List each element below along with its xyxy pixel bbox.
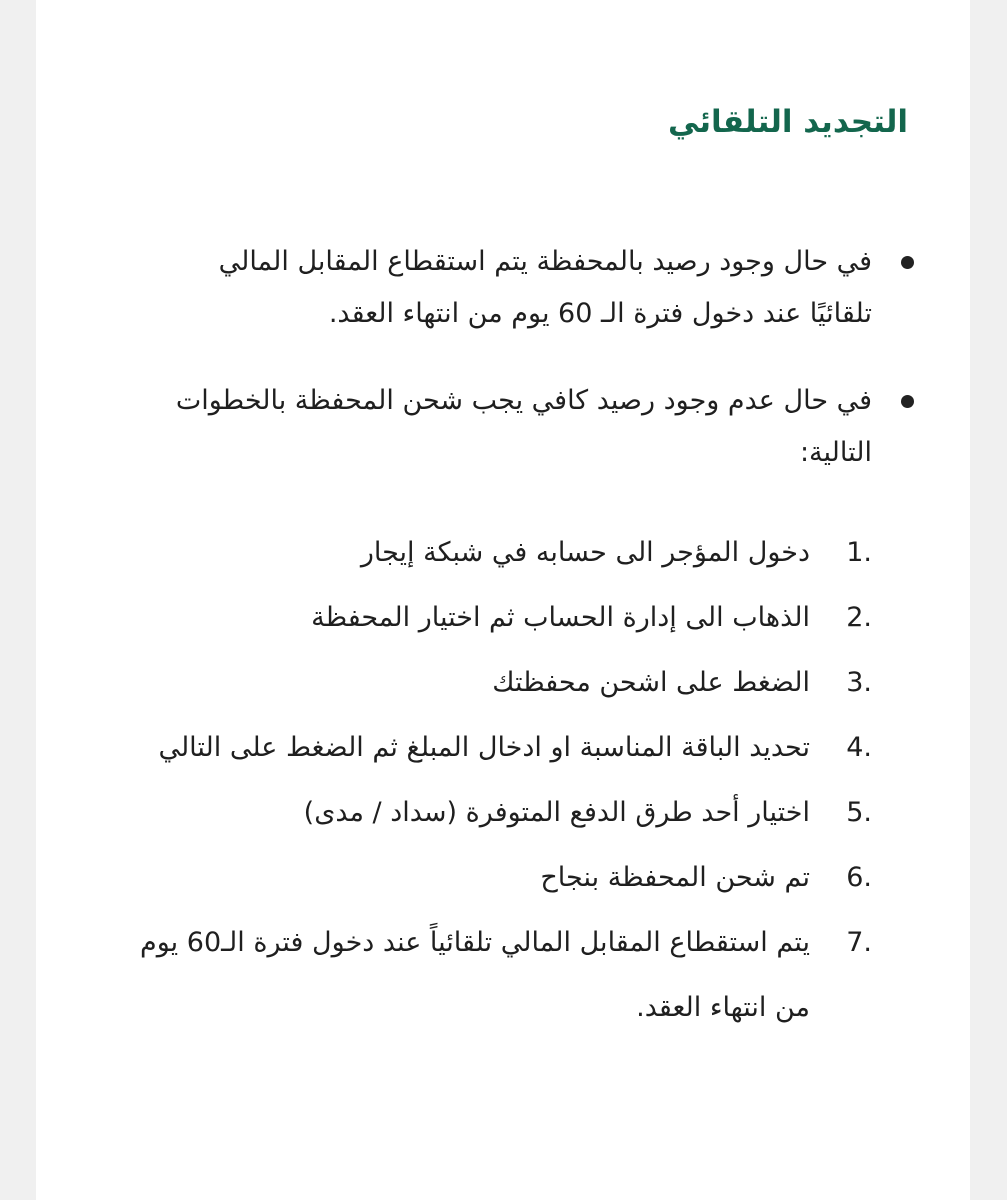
bullet-item-wallet-balance xyxy=(152,236,872,340)
step-text: دخول المؤجر الى حسابه في شبكة إيجار xyxy=(360,537,810,568)
step-text: تم شحن المحفظة بنجاح xyxy=(540,862,810,893)
bullet-text: في حال وجود رصيد بالمحفظة يتم استقطاع المقابل المالي تلقائيًا عند دخول فترة الـ 60 يوم من انتهاء العقد. xyxy=(218,246,872,329)
list-item xyxy=(132,585,872,650)
step-text: اختيار أحد طرق الدفع المتوفرة (سداد / مدى) xyxy=(303,797,810,828)
list-item xyxy=(132,520,872,585)
bullet-text: في حال عدم وجود رصيد كافي يجب شحن المحفظة بالخطوات التالية: xyxy=(175,385,872,468)
section-title: التجديد التلقائي xyxy=(667,104,908,140)
step-number: 3. xyxy=(846,667,872,698)
step-number: 6. xyxy=(846,862,872,893)
step-number: 1. xyxy=(846,537,872,568)
list-item xyxy=(132,715,872,780)
step-number: 7. xyxy=(846,927,872,958)
document-page xyxy=(36,0,970,1200)
step-number: 2. xyxy=(846,602,872,633)
steps-list xyxy=(132,520,872,1040)
list-item xyxy=(132,780,872,845)
list-item xyxy=(132,910,872,1040)
step-number: 5. xyxy=(846,797,872,828)
list-item xyxy=(132,650,872,715)
bullet-dot-icon xyxy=(901,395,914,408)
step-text: يتم استقطاع المقابل المالي تلقائياً عند دخول فترة الـ60 يوم من انتهاء العقد. xyxy=(140,927,810,1023)
step-text: تحديد الباقة المناسبة او ادخال المبلغ ثم الضغط على التالي xyxy=(158,732,810,763)
step-number: 4. xyxy=(846,732,872,763)
bullet-item-no-balance xyxy=(152,375,872,479)
step-text: الذهاب الى إدارة الحساب ثم اختيار المحفظة xyxy=(311,602,810,633)
step-text: الضغط على اشحن محفظتك xyxy=(492,667,810,698)
list-item xyxy=(132,845,872,910)
bullet-dot-icon xyxy=(901,256,914,269)
